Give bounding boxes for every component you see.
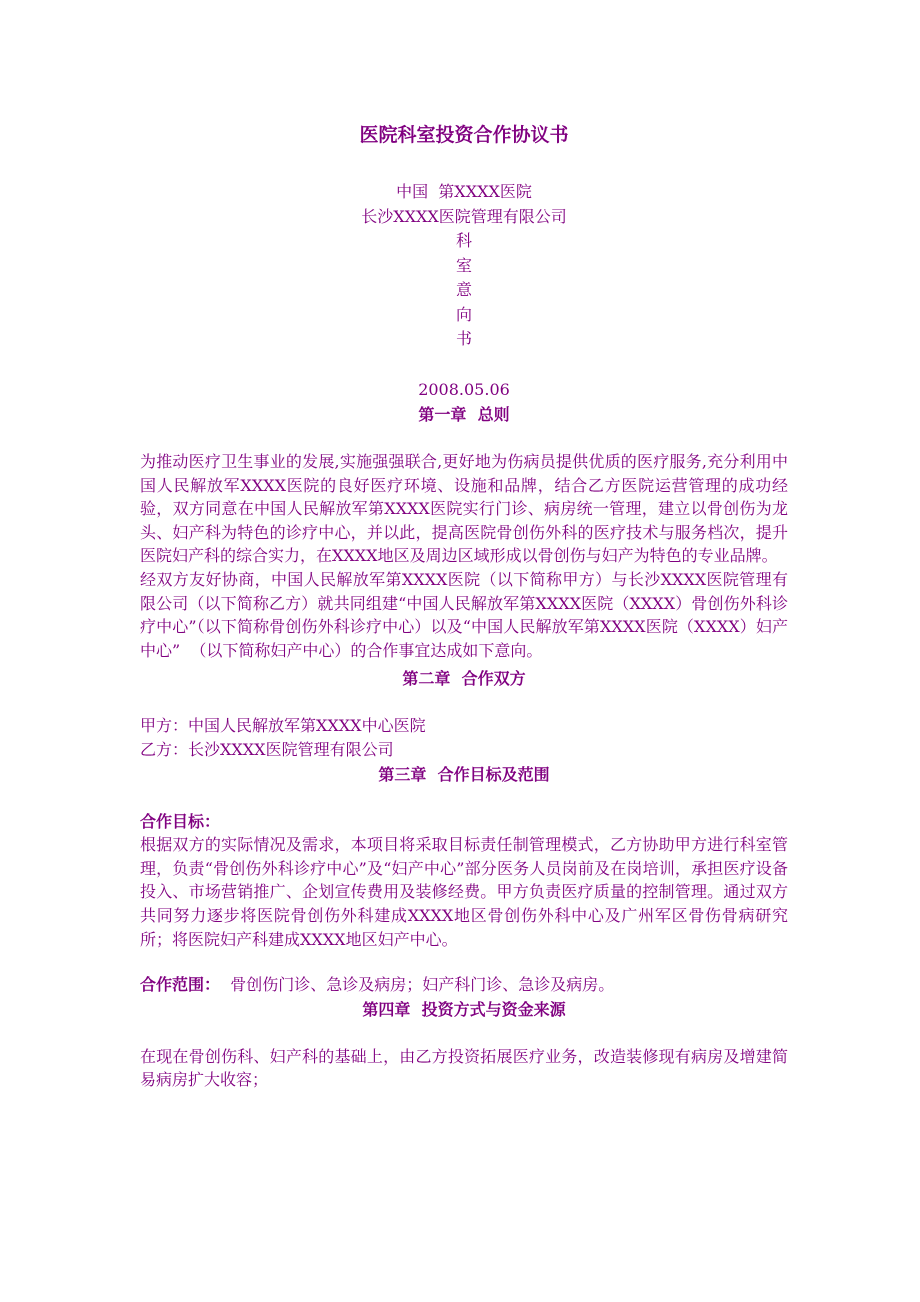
scope-label: 合作范围： [140,975,221,995]
document-body [140,118,788,1092]
vertical-title [140,229,788,352]
vertical-char: 室 [455,255,472,275]
scope-text: 骨创伤门诊、急诊及病房；妇产科门诊、急诊及病房。 [220,975,615,995]
chapter-1-heading: 第一章 总则 [418,405,510,424]
chapter-1-paragraph-1: 为推动医疗卫生事业的发展,实施强强联合,更好地为伤病员提供优质的医疗服务,充分利用中国人民解放军XXXX医院的良好医疗环境、设施和品牌，结合乙方医院运营管理的成功经验，双方同意在中国人民解放军第XXXX医院实行门诊、病房统一管理，建立以骨创伤为龙头、妇产科为特色的诊疗中心，并以此，提高医院骨创伤外科的医疗技术与服务档次，提升医院妇产科的综合实力，在XXXX地区及周边区域形成以骨创伤与妇产为特色的专业品牌。 [140,452,788,566]
goal-text: 根据双方的实际情况及需求，本项目将采取目标责任制管理模式，乙方协助甲方进行科室管理，负责“骨创伤外科诊疗中心”及“妇产中心”部分医务人员岗前及在岗培训，承担医疗设备投入、市场营销推广、企划宣传费用及装修经费。甲方负责医疗质量的控制管理。通过双方共同努力逐步将医院骨创伤外科建成XXXX地区骨创伤外科中心及广州军区骨伤骨病研究所；将医院妇产科建成XXXX地区妇产中心。 [140,835,788,949]
vertical-char: 意 [455,280,472,299]
document-date: 2008.05.06 [418,379,510,399]
chapter-2-heading: 第二章 合作双方 [402,669,526,689]
party-b: 乙方：长沙XXXX医院管理有限公司 [140,739,394,759]
goal-label: 合作目标： [140,811,221,831]
header-line-hospital: 中国 第XXXX医院 [396,182,532,201]
vertical-char: 书 [455,329,472,348]
vertical-char: 向 [455,304,472,324]
chapter-3-heading: 第三章 合作目标及范围 [378,764,550,784]
scope-line [140,973,788,997]
document-title: 医院科室投资合作协议书 [359,124,569,146]
chapter-4-paragraph-1: 在现在骨创伤科、妇产科的基础上，由乙方投资拓展医疗业务，改造装修现有病房及增建简易病房扩大收容； [140,1046,788,1090]
header-line-company: 长沙XXXX医院管理有限公司 [361,206,567,226]
vertical-char: 科 [455,231,472,250]
chapter-4-heading: 第四章 投资方式与资金来源 [362,999,566,1019]
party-a: 甲方：中国人民解放军第XXXX中心医院 [140,716,426,736]
chapter-1-paragraph-2: 经双方友好协商，中国人民解放军第XXXX医院（以下简称甲方）与长沙XXXX医院管理有限公司（以下简称乙方）就共同组建“中国人民解放军第XXXX医院（XXXX）骨创伤外科诊疗中心”（以下简称骨创伤外科诊疗中心）以及“中国人民解放军第XXXX医院（XXXX）妇产中心” （以下简称妇产中心）的合作事宜达成如下意向。 [140,569,788,660]
